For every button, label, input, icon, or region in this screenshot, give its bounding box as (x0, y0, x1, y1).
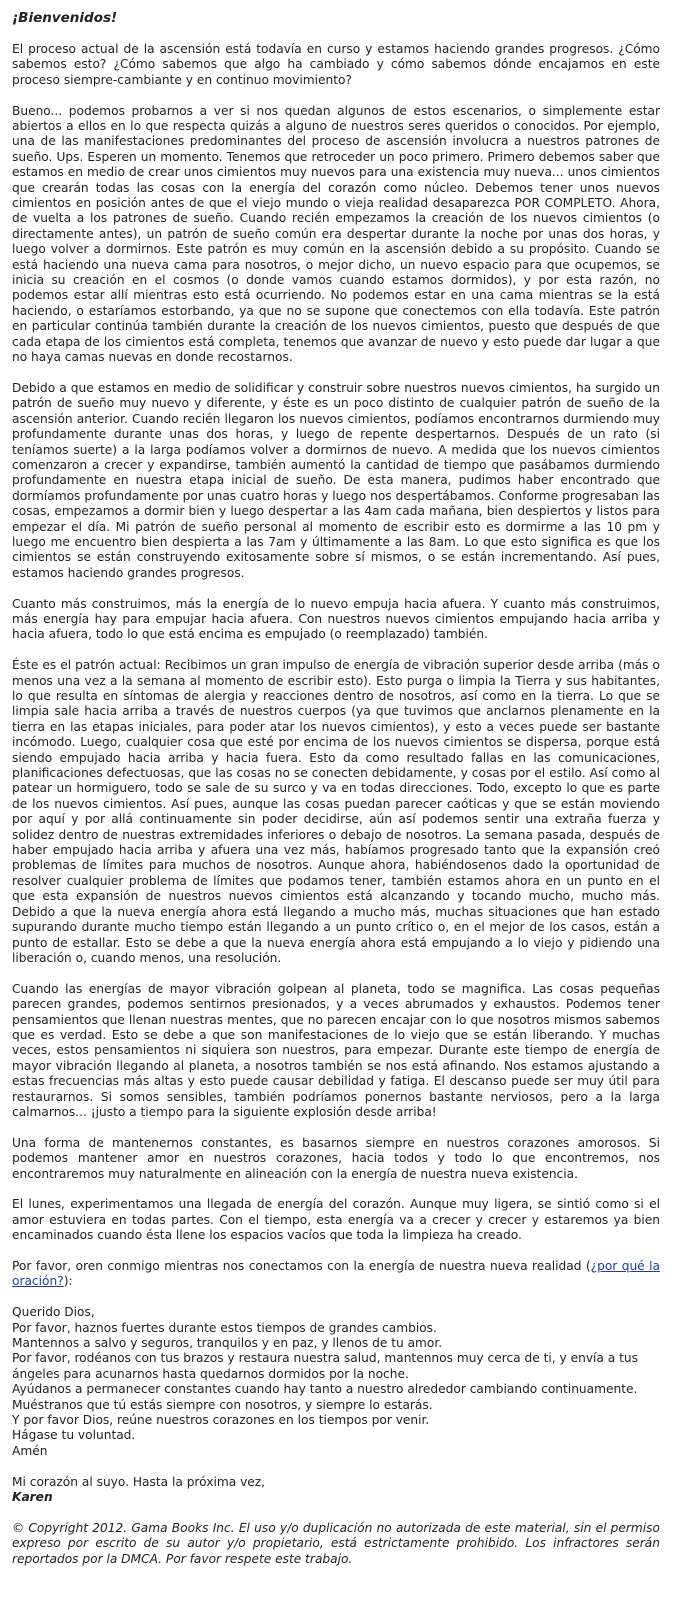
prayer-line: Querido Dios, (12, 1305, 95, 1320)
prayer-line: Muéstranos que tú estás siempre con nosotros, y siempre lo estarás. (12, 1397, 433, 1412)
page-title: ¡Bienvenidos! (12, 10, 118, 26)
prayer-line: Por favor, rodéanos con tus brazos y restaura nuestra salud, mantennos muy cerca de ti, y envía a tus ángeles para acunarnos hasta quedarnos dormidos por la noche. (12, 1351, 638, 1381)
paragraph-high-vibration: Cuando las energías de mayor vibración golpean al planeta, todo se magnifica. Las cosas pequeñas parecen grandes, podemos sentirnos presionados, y a veces abrumados y exhaustos. Podemos tener pensamientos que llenan nuestras mentes, que no parecen encajar con lo que nosotros mismos sabemos que es verdad. Esto se debe a que son manifestaciones de lo viejo que se están liberando. Y muchas veces, estos pensamientos ni siquiera son nuestros, para empezar. Durante este tiempo de energía de mayor vibración llegando al planeta, a nosotros también se nos está afinando. Nos estamos ajustando a estas frecuencias más altas y esto puede causar debilidad y fatiga. El descanso puede ser muy útil para restaurarnos. Si somos sensibles, también podríamos ponernos bastante nerviosos, pero a la larga calmarnos... ¡justo a tiempo para la siguiente explosión desde arriba! (12, 981, 660, 1119)
copyright-notice: © Copyright 2012. Gama Books Inc. El uso y/o duplicación no autorizada de este material, sin el permiso expreso por escrito de su autor y/o propietario, está estrictamente prohibido. Los infractores serán reportados por la DMCA. Por favor respete este trabajo. (12, 1520, 660, 1566)
paragraph-heart-energy: El lunes, experimentamos una llegada de energía del corazón. Aunque muy ligera, se sintió como si el amor estuviera en todas partes. Con el tiempo, esta energía va a crecer y crecer y estaremos ya bien encaminados cuando ésta llene los espacios vacíos que toda la limpieza ha creado. (12, 1197, 660, 1243)
why-prayer-link[interactable]: ¿por qué la oración? (12, 1258, 661, 1289)
prayer-line: Y por favor Dios, reúne nuestros corazones en los tiempos por venir. (12, 1413, 430, 1428)
closing-text: Mi corazón al suyo. Hasta la próxima vez, (12, 1474, 266, 1489)
prayer-intro-suffix: ): (63, 1274, 73, 1289)
paragraph-new-sleep-pattern: Debido a que estamos en medio de solidificar y construir sobre nuestros nuevos cimientos, ha surgido un patrón de sueño muy nuevo y diferente, y éste es un poco distinto de cualquier patrón de sueño de la ascensión anterior. Cuando recién llegaron los nuevos cimientos, podíamos encontrarnos durmiendo muy profundamente durante unas dos horas, y luego de repente despertarnos. Después de un rato (si teníamos suerte) a la larga podíamos volver a dormirnos de nuevo. A medida que los nuevos cimientos comenzaron a crecer y expandirse, también aumentó la cantidad de tiempo que pasábamos durmiendo profundamente en nuestra etapa inicial de sueño. De esta manera, pudimos haber encontrado que dormíamos profundamente por unas cuatro horas y luego nos despertábamos. Conforme progresaban las cosas, empezamos a dormir bien y luego despertar a las 4am cada mañana, bien despiertos y listos para empezar el día. Mi patrón de sueño personal al momento de escribir esto es dormirme a las 10 pm y luego me encuentro bien despierta a las 7am y últimamente a las 8am. Lo que esto significa es que los cimientos se están construyendo exitosamente sobre sí mismos, o se están incrementando. Así pues, estamos haciendo grandes progresos. (12, 380, 660, 580)
paragraph-sleep-patterns: Bueno... podemos probarnos a ver si nos quedan algunos de estos escenarios, o simplemente estar abiertos a ellos en lo que respecta quizás a alguno de nuestros seres queridos o conocidos. Por ejemplo, una de las manifestaciones predominantes del proceso de ascensión involucra a nuestros patrones de sueño. Ups. Esperen un momento. Tenemos que retroceder un poco primero. Primero debemos saber que estamos en medio de crear unos cimientos muy nuevos para una existencia muy nueva... unos cimientos que crearán todas las cosas con la energía del corazón como núcleo. Debemos tener unos nuevos cimientos en posición antes de que el viejo mundo o vieja realidad desaparezca POR COMPLETO. Ahora, de vuelta a los patrones de sueño. Cuando recién empezamos la creación de los nuevos cimientos (o directamente antes), un patrón de sueño común era despertar durante la noche por unas dos horas, y luego volver a dormirnos. Este patrón es muy común en la ascensión debido a su propósito. Cuando se está haciendo una nueva cama para nosotros, o mejor dicho, un nuevo espacio para que ocupemos, se inicia su creación en el cosmos (o donde vamos cuando estamos dormidos), y por esta razón, no podemos estar allí mientras esto está ocurriendo. No podemos estar en una cama mientras se la está haciendo, o estaríamos estorbando, ya que no se supone que conectemos con ella todavía. Este patrón en particular continúa también durante la creación de los nuevos cimientos, puesto que después de que cada etapa de los cimientos está completa, tenemos que avanzar de nuevo y esto puede dar lugar a que no haya camas nuevas en donde recostarnos. (12, 103, 660, 365)
paragraph-intro: El proceso actual de la ascensión está todavía en curso y estamos haciendo grandes progresos. ¿Cómo sabemos esto? ¿Cómo sabemos que algo ha cambiado y cómo sabemos dónde encajamos en este proceso siempre-cambiante y en continuo movimiento? (12, 42, 660, 87)
paragraph-staying-constant: Una forma de mantenernos constantes, es basarnos siempre en nuestros corazones amorosos. Si podemos mantener amor en nuestros corazones, hacia todos y todo lo que encontremos, nos encontraremos muy naturalmente en alineación con la energía de nuestra nueva existencia. (12, 1135, 660, 1181)
prayer-line: Ayúdanos a permanecer constantes cuando hay tanto a nuestro alrededor cambiando continuamente. (12, 1382, 638, 1397)
prayer-intro (12, 1259, 660, 1290)
prayer-line: Mantennos a salvo y seguros, tranquilos y en paz, y llenos de tu amor. (12, 1335, 443, 1350)
prayer (12, 1305, 660, 1459)
prayer-line: Amén (12, 1443, 48, 1458)
signature: Karen (12, 1490, 53, 1505)
paragraph-current-pattern: Éste es el patrón actual: Recibimos un gran impulso de energía de vibración superior desde arriba (más o menos una vez a la semana al momento de escribir esto). Esto purga o limpia la Tierra y sus habitantes, lo que resulta en síntomas de alergia y reacciones dentro de nosotros, así como en la tierra. Lo que se limpia sale hacia arriba a través de nuestros cuerpos (ya que tuvimos que anclarnos plenamente en la tierra en las etapas iniciales, para poder atar los nuevos cimientos), y esto a veces puede ser bastante incómodo. Luego, cualquier cosa que esté por encima de los nuevos cimientos se dispersa, porque está siendo empujado hacia arriba y hacia fuera. Esto da como resultado fallas en las comunicaciones, planificaciones defectuosas, que las cosas no se conecten debidamente, y cosas por el estilo. Así como al patear un hormiguero, todo se sale de su surco y va en todas direcciones. Todo, excepto lo que es parte de los nuevos cimientos. Así pues, aunque las cosas puedan parecer caóticas y que se están moviendo por aquí y por allá continuamente sin poder decidirse, aún así podemos sentir una extraña fuerza y solidez dentro de nuestras extremidades inferiores o debajo de nosotros. La semana pasada, después de haber empujado hacia arriba y afuera una vez más, habíamos progresado tanto que la expansión creó problemas de límites para muchos de nosotros. Aunque ahora, habiéndosenos dado la oportunidad de resolver cualquier problema de límites que podamos tener, también estamos ahora en un punto en el que esta expansión de nuestros nuevos cimientos está alcanzando y tocando mucho, mucho más. Debido a que la nueva energía ahora está llegando a mucho más, muchas situaciones que han estado supurando durante mucho tiempo están llegando a un punto crítico o, en el mejor de los casos, están a punto de estallar. Esto se debe a que la nueva energía ahora está empujando a lo viejo y pidiendo una liberación o, cuando menos, una resolución. (12, 658, 660, 965)
prayer-line: Hágase tu voluntad. (12, 1428, 136, 1443)
closing (12, 1475, 660, 1506)
prayer-line: Por favor, haznos fuertes durante estos tiempos de grandes cambios. (12, 1320, 437, 1335)
prayer-intro-text: Por favor, oren conmigo mientras nos conectamos con la energía de nuestra nueva realidad ( (12, 1258, 591, 1273)
paragraph-building: Cuanto más construimos, más la energía de lo nuevo empuja hacia afuera. Y cuanto más construimos, más energía hay para empujar hacia afuera. Con nuestros nuevos cimientos empujando hacia arriba y hacia afuera, todo lo que está encima es empujado (o reemplazado) también. (12, 596, 660, 642)
